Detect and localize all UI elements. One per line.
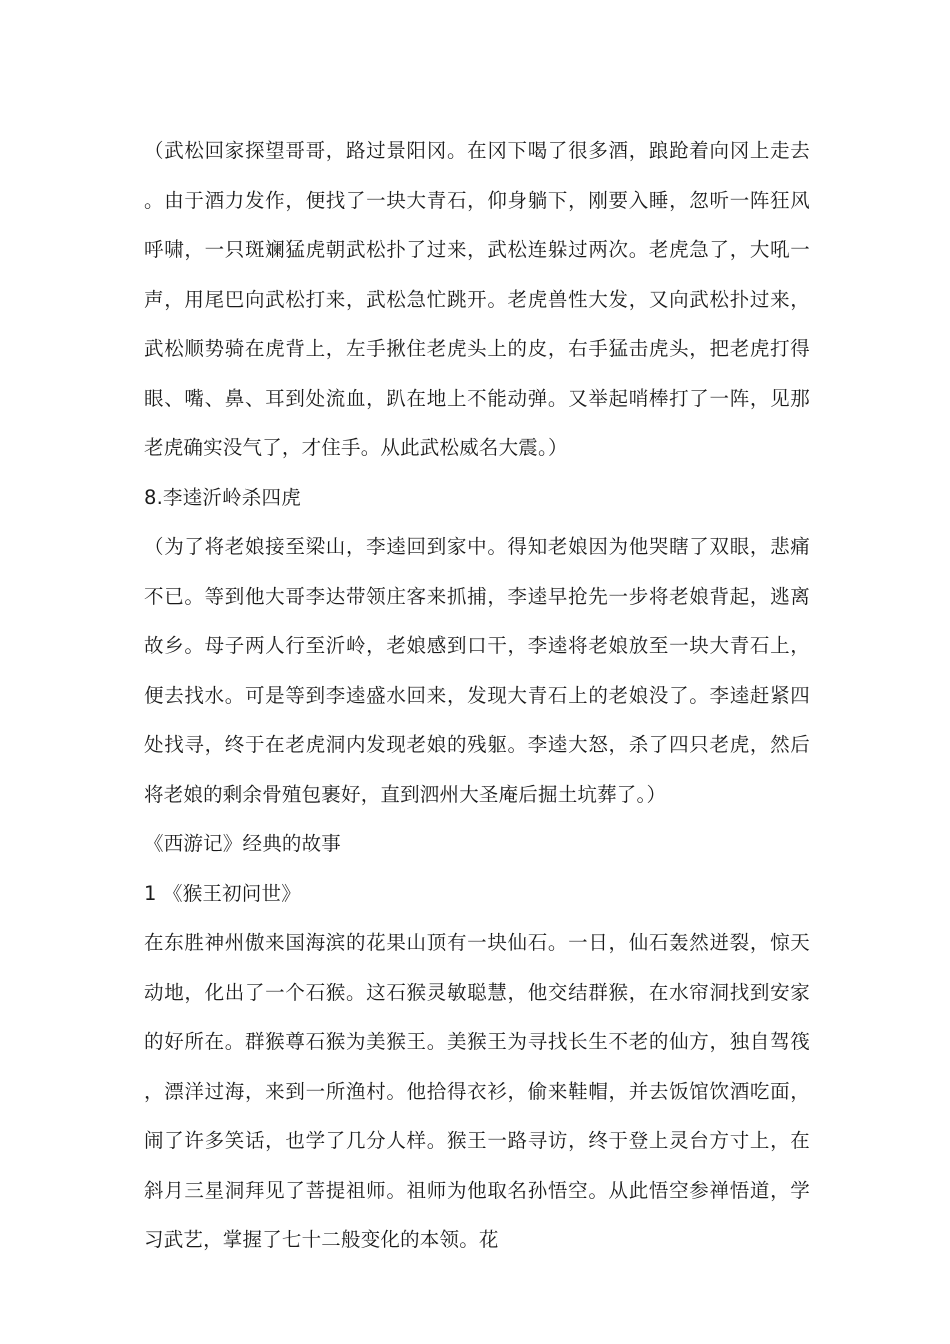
likui-heading: 8.李逵沂岭杀四虎 xyxy=(144,485,301,509)
xiyouji-heading: 《西游记》经典的故事 xyxy=(144,832,342,855)
document-page xyxy=(144,126,810,1265)
houwang-heading: 1 《猴王初问世》 xyxy=(144,881,301,905)
likui-story-paragraph: （为了将老娘接至梁山，李逵回到家中。得知老娘因为他哭瞎了双眼，悲痛不已。等到他大哥李达带领庄客来抓捕，李逵早抢先一步将老娘背起，逃离故乡。母子两人行至沂岭，老娘感到口干，李逵将老娘放至一块大青石上，便去找水。可是等到李逵盛水回来，发现大青石上的老娘没了。李逵赶紧四处找寻，终于在老虎洞内发现老娘的残躯。李逵大怒，杀了四只老虎，然后将老娘的剩余骨殖包裹好，直到泗州大圣庵后掘土坑葬了。） xyxy=(144,535,810,806)
wusong-story-paragraph: （武松回家探望哥哥，路过景阳冈。在冈下喝了很多酒，踉跄着向冈上走去。由于酒力发作，便找了一块大青石，仰身躺下，刚要入睡，忽听一阵狂风呼啸，一只斑斓猛虎朝武松扑了过来，武松连躲过两次。老虎急了，大吼一声，用尾巴向武松打来，武松急忙跳开。老虎兽性大发，又向武松扑过来，武松顺势骑在虎背上，左手揪住老虎头上的皮，右手猛击虎头，把老虎打得眼、嘴、鼻、耳到处流血，趴在地上不能动弹。又举起哨棒打了一阵，见那老虎确实没气了，才住手。从此武松威名大震。） xyxy=(144,139,810,459)
houwang-story-paragraph: 在东胜神州傲来国海滨的花果山顶有一块仙石。一日，仙石轰然迸裂，惊天动地，化出了一个石猴。这石猴灵敏聪慧，他交结群猴，在水帘洞找到安家的好所在。群猴尊石猴为美猴王。美猴王为寻找长生不老的仙方，独自驾筏，漂洋过海，来到一所渔村。他拾得衣衫，偷来鞋帽，并去饭馆饮酒吃面，闹了许多笑话，也学了几分人样。猴王一路寻访，终于登上灵台方寸上，在斜月三星洞拜见了菩提祖师。祖师为他取名孙悟空。从此悟空参禅悟道，学习武艺，掌握了七十二般变化的本领。花 xyxy=(144,931,810,1251)
